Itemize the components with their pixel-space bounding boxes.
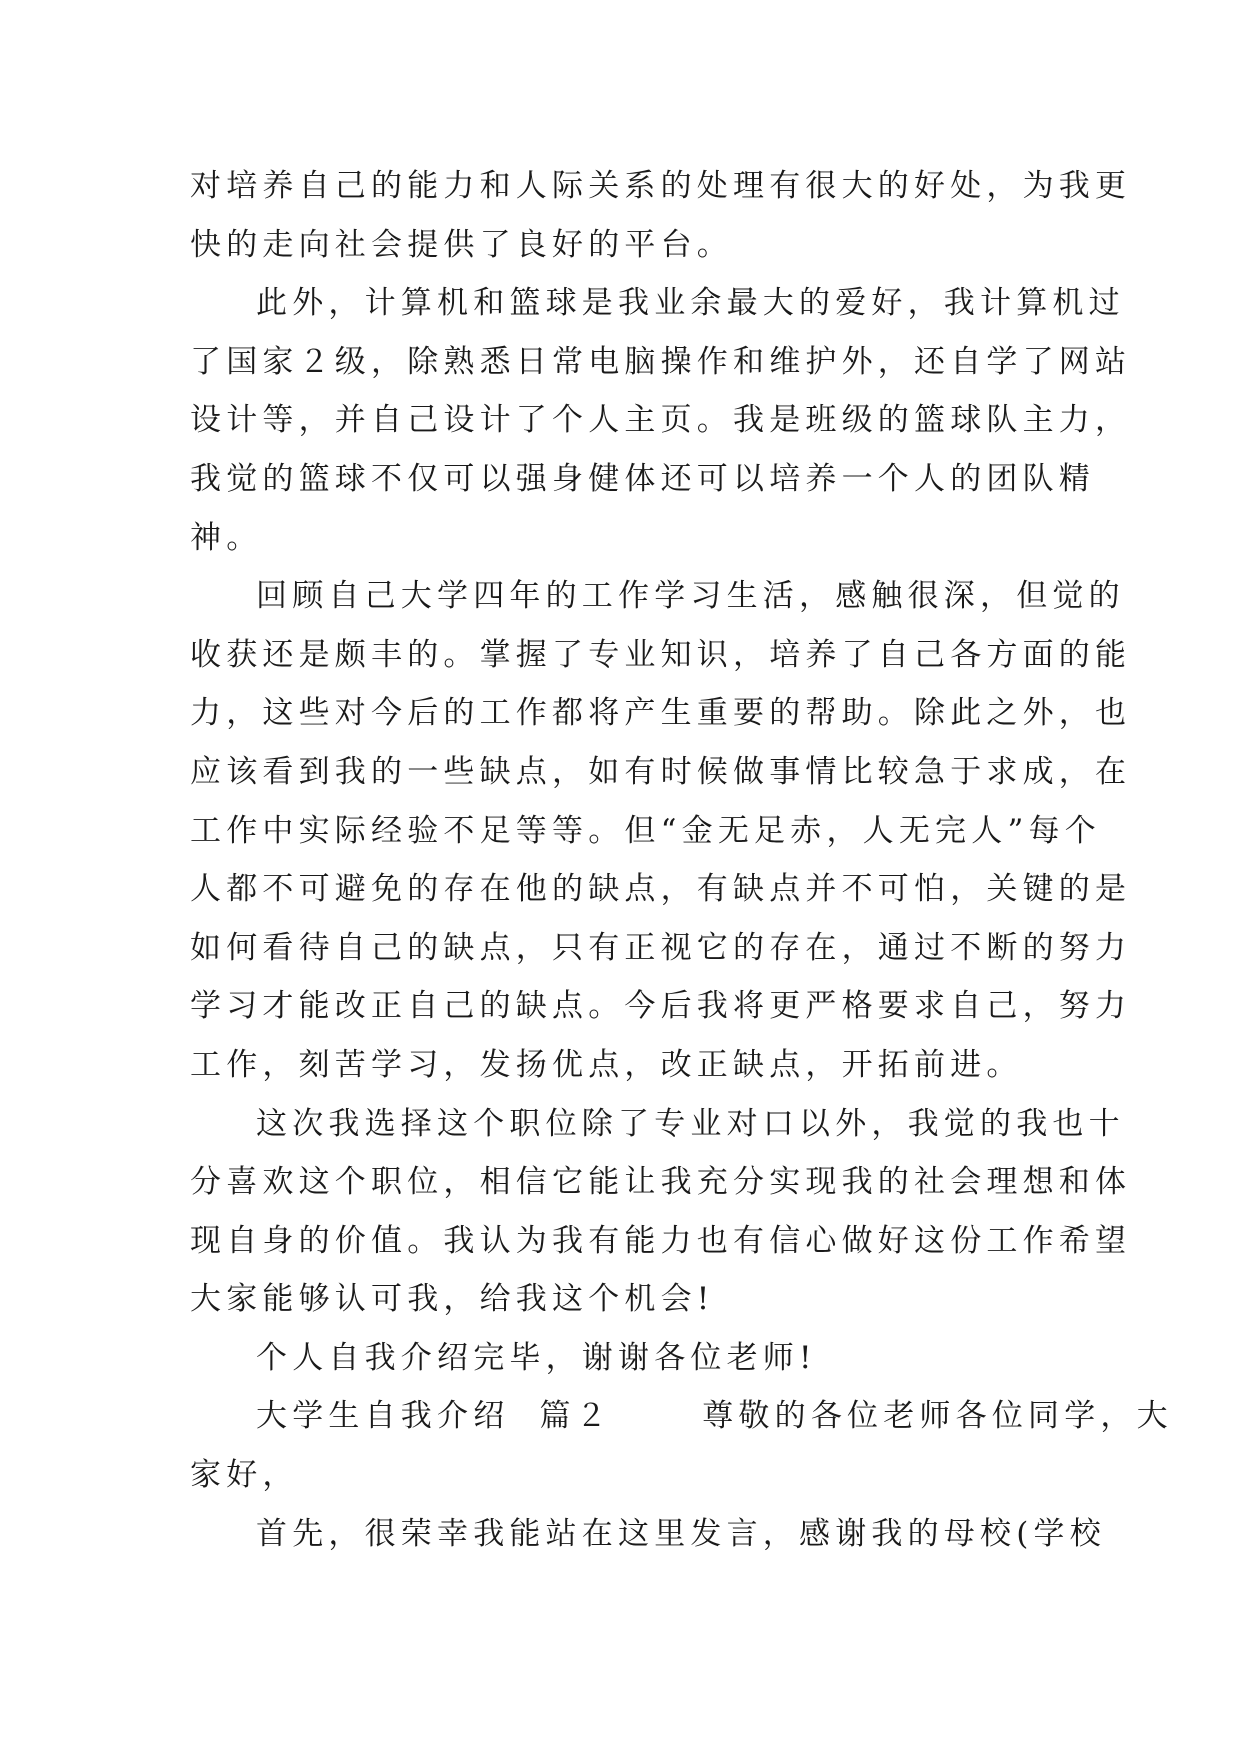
text-line: 工作中实际经验不足等等。但“金无足赤，人无完人”每个 — [190, 812, 1101, 849]
text-line: 人都不可避免的存在他的缺点，有缺点并不可怕，关键的是 — [190, 871, 1132, 908]
text-line: 分喜欢这个职位，相信它能让我充分实现我的社会理想和体 — [190, 1164, 1132, 1201]
document-body — [190, 157, 1173, 1563]
text-line: 应该看到我的一些缺点，如有时候做事情比较急于求成，在 — [190, 753, 1132, 790]
text-line: 力，这些对今后的工作都将产生重要的帮助。除此之外，也 — [190, 695, 1132, 732]
text-line: 大家能够认可我，给我这个机会! — [190, 1281, 715, 1318]
text-line: 对培养自己的能力和人际关系的处理有很大的好处，为我更 — [190, 168, 1132, 204]
text-line: 首先，很荣幸我能站在这里发言，感谢我的母校(学校 — [256, 1515, 1106, 1552]
text-line: 家好， — [190, 1457, 299, 1494]
text-line: 我觉的篮球不仅可以强身健体还可以培养一个人的团队精 — [190, 460, 1095, 497]
text-line: 设计等，并自己设计了个人主页。我是班级的篮球队主力， — [190, 402, 1132, 439]
text-line: 回顾自己大学四年的工作学习生活，感触很深，但觉的 — [256, 578, 1125, 615]
text-line: 了国家２级，除熟悉日常电脑操作和维护外，还自学了网站 — [190, 343, 1132, 380]
text-line: 快的走向社会提供了良好的平台。 — [190, 226, 733, 263]
text-line: 神。 — [190, 519, 263, 556]
text-line: 学习才能改正自己的缺点。今后我将更严格要求自己，努力 — [190, 988, 1132, 1025]
text-line: 个人自我介绍完毕，谢谢各位老师! — [256, 1339, 817, 1376]
text-line: 此外，计算机和篮球是我业余最大的爱好，我计算机过 — [256, 285, 1125, 322]
text-line: 收获还是颇丰的。掌握了专业知识，培养了自己各方面的能 — [190, 636, 1132, 673]
text-line: 这次我选择这个职位除了专业对口以外，我觉的我也十 — [256, 1105, 1125, 1142]
text-line: 如何看待自己的缺点，只有正视它的存在，通过不断的努力 — [190, 929, 1132, 966]
text-line: 大学生自我介绍 篇２ 尊敬的各位老师各位同学，大 — [256, 1398, 1173, 1435]
text-line: 工作，刻苦学习，发扬优点，改正缺点，开拓前进。 — [190, 1046, 1023, 1083]
text-line: 现自身的价值。我认为我有能力也有信心做好这份工作希望 — [190, 1222, 1132, 1259]
